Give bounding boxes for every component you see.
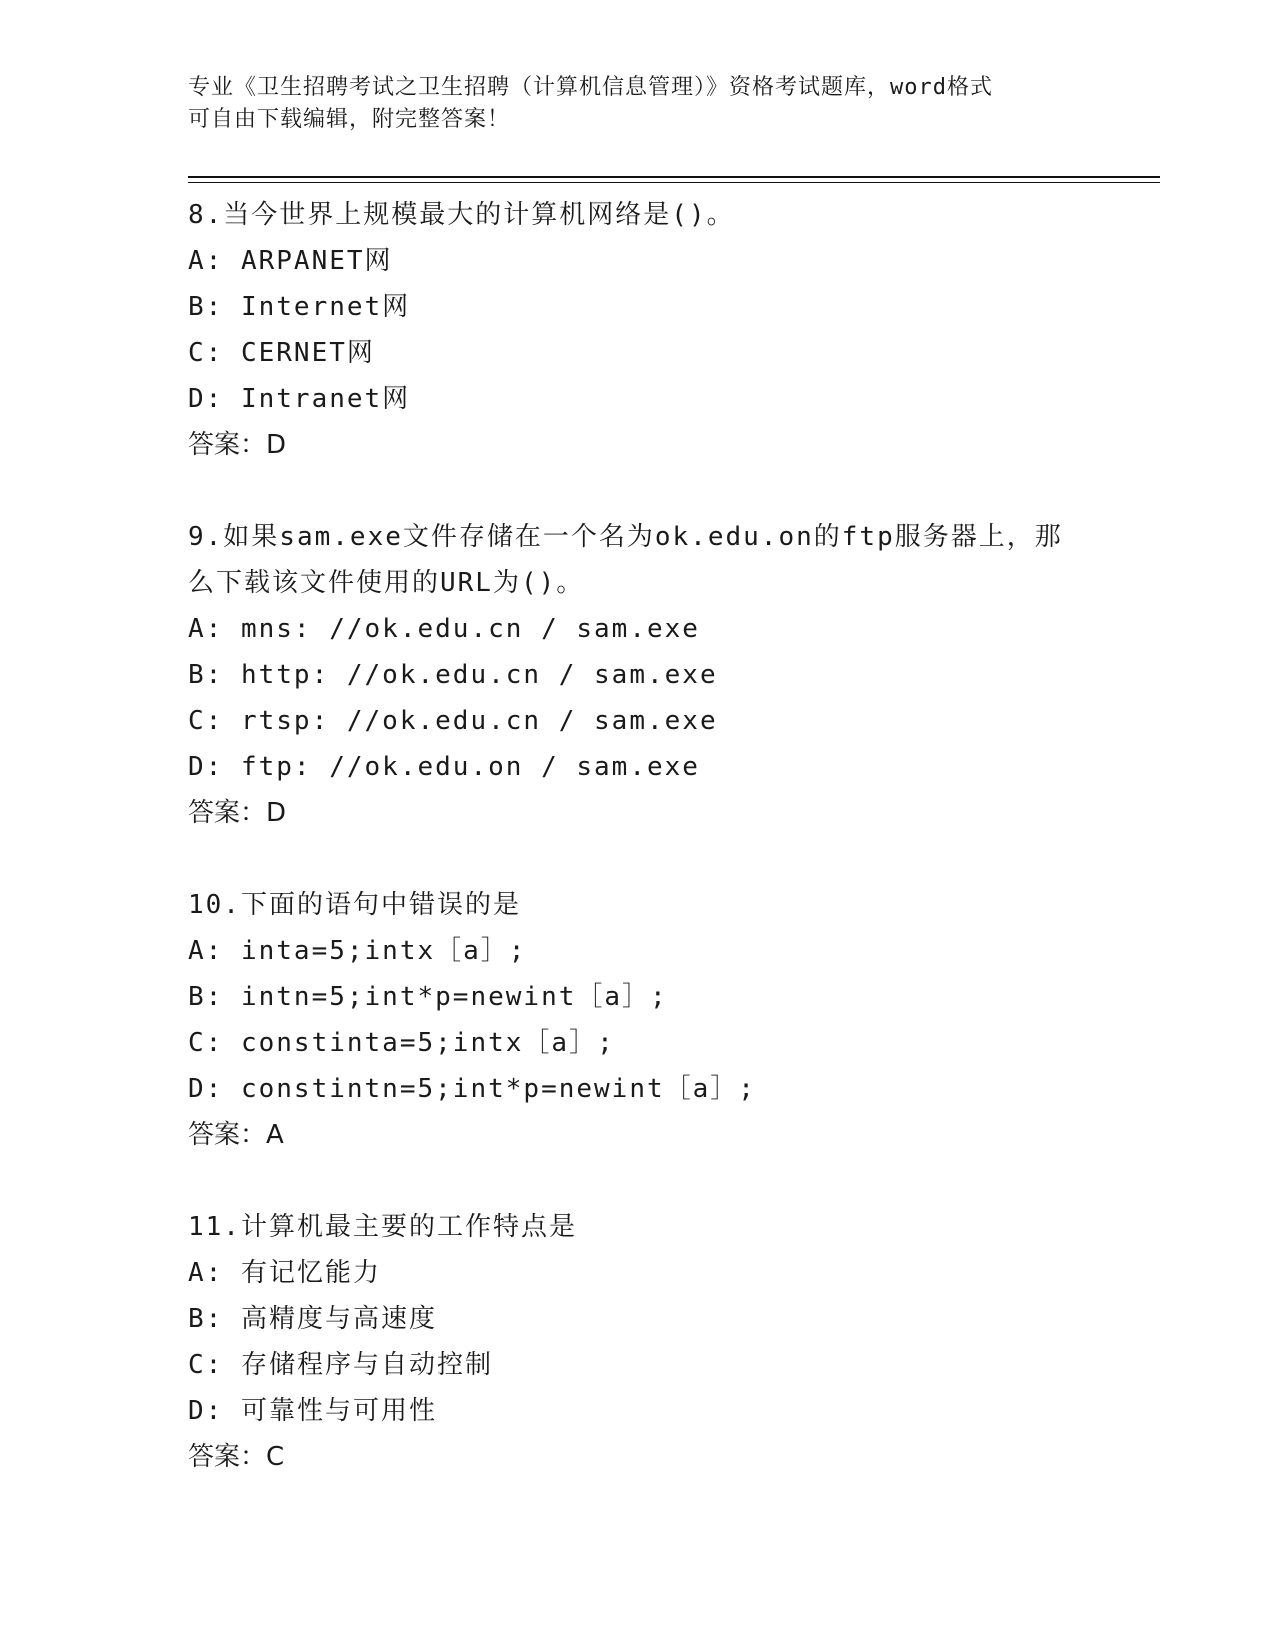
question-text: 11.计算机最主要的工作特点是 <box>188 1212 577 1242</box>
header-rule-thin <box>188 182 1160 183</box>
question-text: 10.下面的语句中错误的是 <box>188 890 521 920</box>
option-c: C: constinta=5;intx［a］; <box>188 1028 615 1058</box>
option-d: D: Intranet网 <box>188 384 411 414</box>
option-a: A: mns: //ok.edu.cn / sam.exe <box>188 614 700 644</box>
question-text: 8.当今世界上规模最大的计算机网络是()。 <box>188 200 735 230</box>
question-11 <box>188 1204 1088 1480</box>
option-b: B: intn=5;int*p=newint［a］; <box>188 982 668 1012</box>
answer: 答案：C <box>188 1442 285 1472</box>
option-c: C: CERNET网 <box>188 338 375 368</box>
question-text: 9.如果sam.exe文件存储在一个名为ok.edu.on的ftp服务器上，那么下载该文件使用的URL为()。 <box>188 522 1063 598</box>
answer: 答案：D <box>188 430 287 460</box>
header-line-2: 可自由下载编辑，附完整答案！ <box>188 107 511 132</box>
option-a: A: 有记忆能力 <box>188 1258 381 1288</box>
question-8 <box>188 192 1088 468</box>
option-b: B: http: //ok.edu.cn / sam.exe <box>188 660 718 690</box>
option-d: D: constintn=5;int*p=newint［a］; <box>188 1074 756 1104</box>
option-d: D: ftp: //ok.edu.on / sam.exe <box>188 752 700 782</box>
question-9 <box>188 514 1088 836</box>
option-c: C: 存储程序与自动控制 <box>188 1350 493 1380</box>
question-list <box>188 192 1088 1526</box>
option-b: B: Internet网 <box>188 292 411 322</box>
document-header <box>188 72 1088 136</box>
header-line-1: 专业《卫生招聘考试之卫生招聘（计算机信息管理）》资格考试题库，word格式 <box>188 75 993 100</box>
header-rule-thick <box>188 176 1160 178</box>
option-a: A: inta=5;intx［a］; <box>188 936 527 966</box>
answer: 答案：D <box>188 798 287 828</box>
answer: 答案：A <box>188 1120 284 1150</box>
question-10 <box>188 882 1088 1158</box>
option-c: C: rtsp: //ok.edu.cn / sam.exe <box>188 706 718 736</box>
option-a: A: ARPANET网 <box>188 246 393 276</box>
option-b: B: 高精度与高速度 <box>188 1304 437 1334</box>
option-d: D: 可靠性与可用性 <box>188 1396 437 1426</box>
